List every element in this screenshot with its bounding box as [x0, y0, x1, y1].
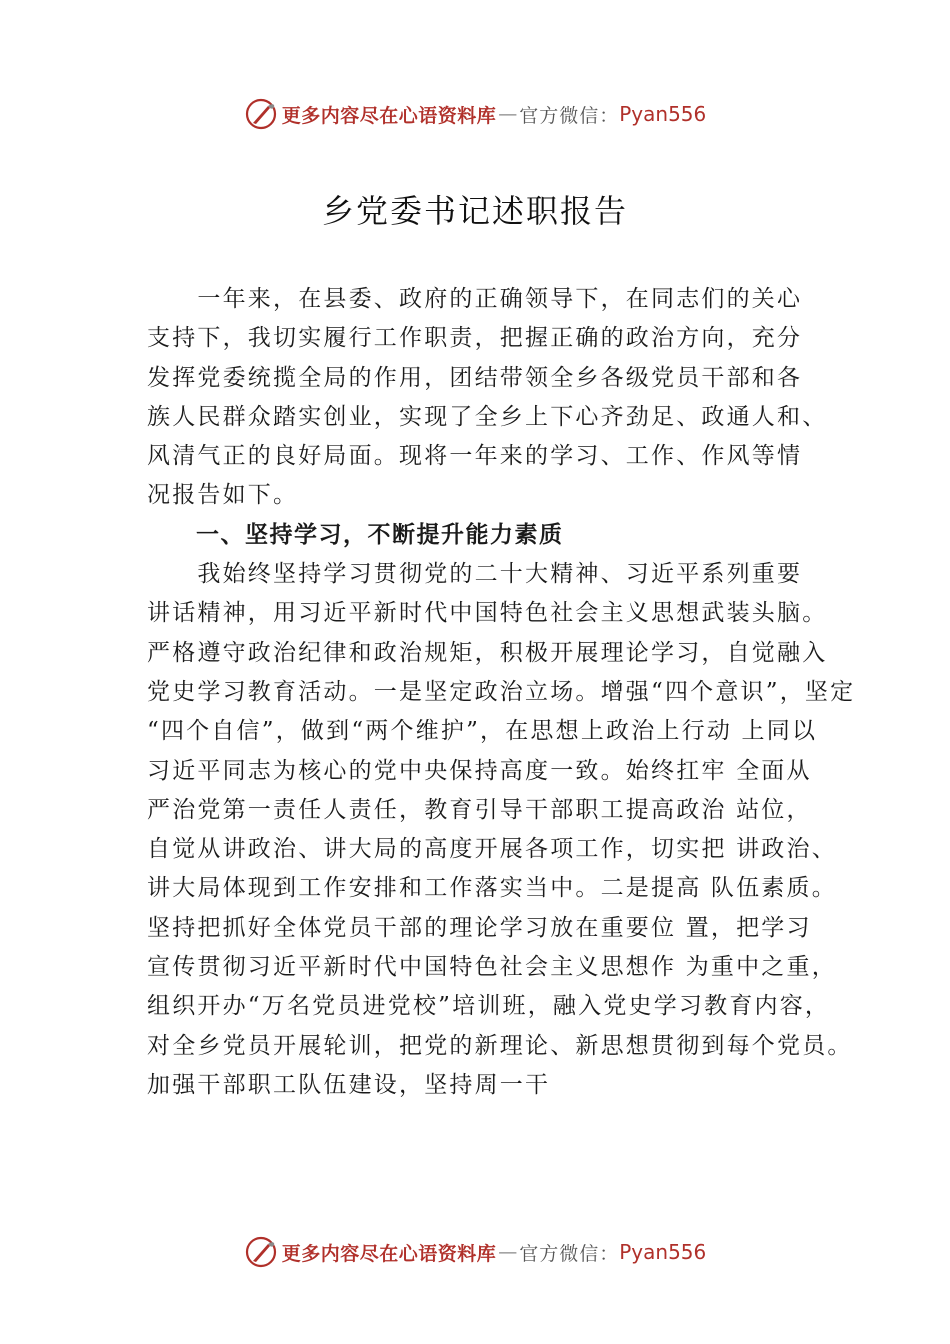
body-line: 严格遵守政治纪律和政治规矩，积极开展理论学习，自觉融入 — [147, 639, 828, 666]
body-line: 党史学习教育活动。一是坚定政治立场。增强“四个意识”，坚定 — [147, 678, 856, 705]
wechat-label: 官方微信： — [519, 1242, 620, 1265]
promo-text: 更多内容尽在心语资料库 — [281, 104, 497, 127]
quill-logo-icon — [244, 97, 278, 131]
body-line: 况报告如下。 — [147, 482, 299, 509]
body-line: 一年来，在县委、政府的正确领导下，在同志们的关心 — [147, 286, 803, 312]
document-body — [147, 280, 856, 1105]
section-heading: 一、坚持学习，不断提升能力素质 — [147, 521, 564, 548]
body-line: “四个自信”，做到“两个维护”，在思想上政治上行动 上同以 — [147, 718, 818, 745]
body-line: 宣传贯彻习近平新时代中国特色社会主义思想作 为重中之重， — [147, 954, 837, 981]
body-line: 坚持把抓好全体党员干部的理论学习放在重要位 置，把学习 — [147, 914, 812, 941]
body-line: 风清气正的良好局面。现将一年来的学习、工作、作风等情 — [147, 443, 803, 470]
body-line: 习近平同志为核心的党中央保持高度一致。始终扛牢 全面从 — [147, 757, 812, 784]
header-banner — [0, 94, 950, 134]
footer-banner — [0, 1232, 950, 1272]
promo-text: 更多内容尽在心语资料库 — [281, 1242, 497, 1265]
wechat-id: Pyan556 — [619, 1240, 707, 1264]
body-line: 加强干部职工队伍建设，坚持周一干 — [147, 1071, 551, 1098]
banner-dash: — — [498, 103, 518, 125]
banner-dash: — — [498, 1241, 518, 1263]
body-line: 组织开办“万名党员进党校”培训班，融入党史学习教育内容， — [147, 993, 831, 1020]
body-line: 自觉从讲政治、讲大局的高度开展各项工作，切实把 讲政治、 — [147, 836, 837, 863]
wechat-label: 官方微信： — [519, 104, 620, 127]
document-title: 乡党委书记述职报告 — [321, 192, 628, 230]
body-line: 族人民群众踏实创业，实现了全乡上下心齐劲足、政通人和、 — [147, 403, 828, 430]
body-line: 对全乡党员开展轮训，把党的新理论、新思想贯彻到每个党员。 — [147, 1032, 853, 1059]
quill-logo-icon — [244, 1235, 278, 1269]
wechat-id: Pyan556 — [619, 102, 707, 126]
body-line: 发挥党委统揽全局的作用，团结带领全乡各级党员干部和各 — [147, 364, 803, 391]
body-line: 讲话精神，用习近平新时代中国特色社会主义思想武装头脑。 — [147, 600, 828, 627]
body-line: 严治党第一责任人责任，教育引导干部职工提高政治 站位， — [147, 796, 812, 823]
body-line: 支持下，我切实履行工作职责，把握正确的政治方向，充分 — [147, 325, 803, 352]
body-line: 我始终坚持学习贯彻党的二十大精神、习近平系列重要 — [147, 561, 803, 588]
body-line: 讲大局体现到工作安排和工作落实当中。二是提高 队伍素质。 — [147, 875, 837, 902]
